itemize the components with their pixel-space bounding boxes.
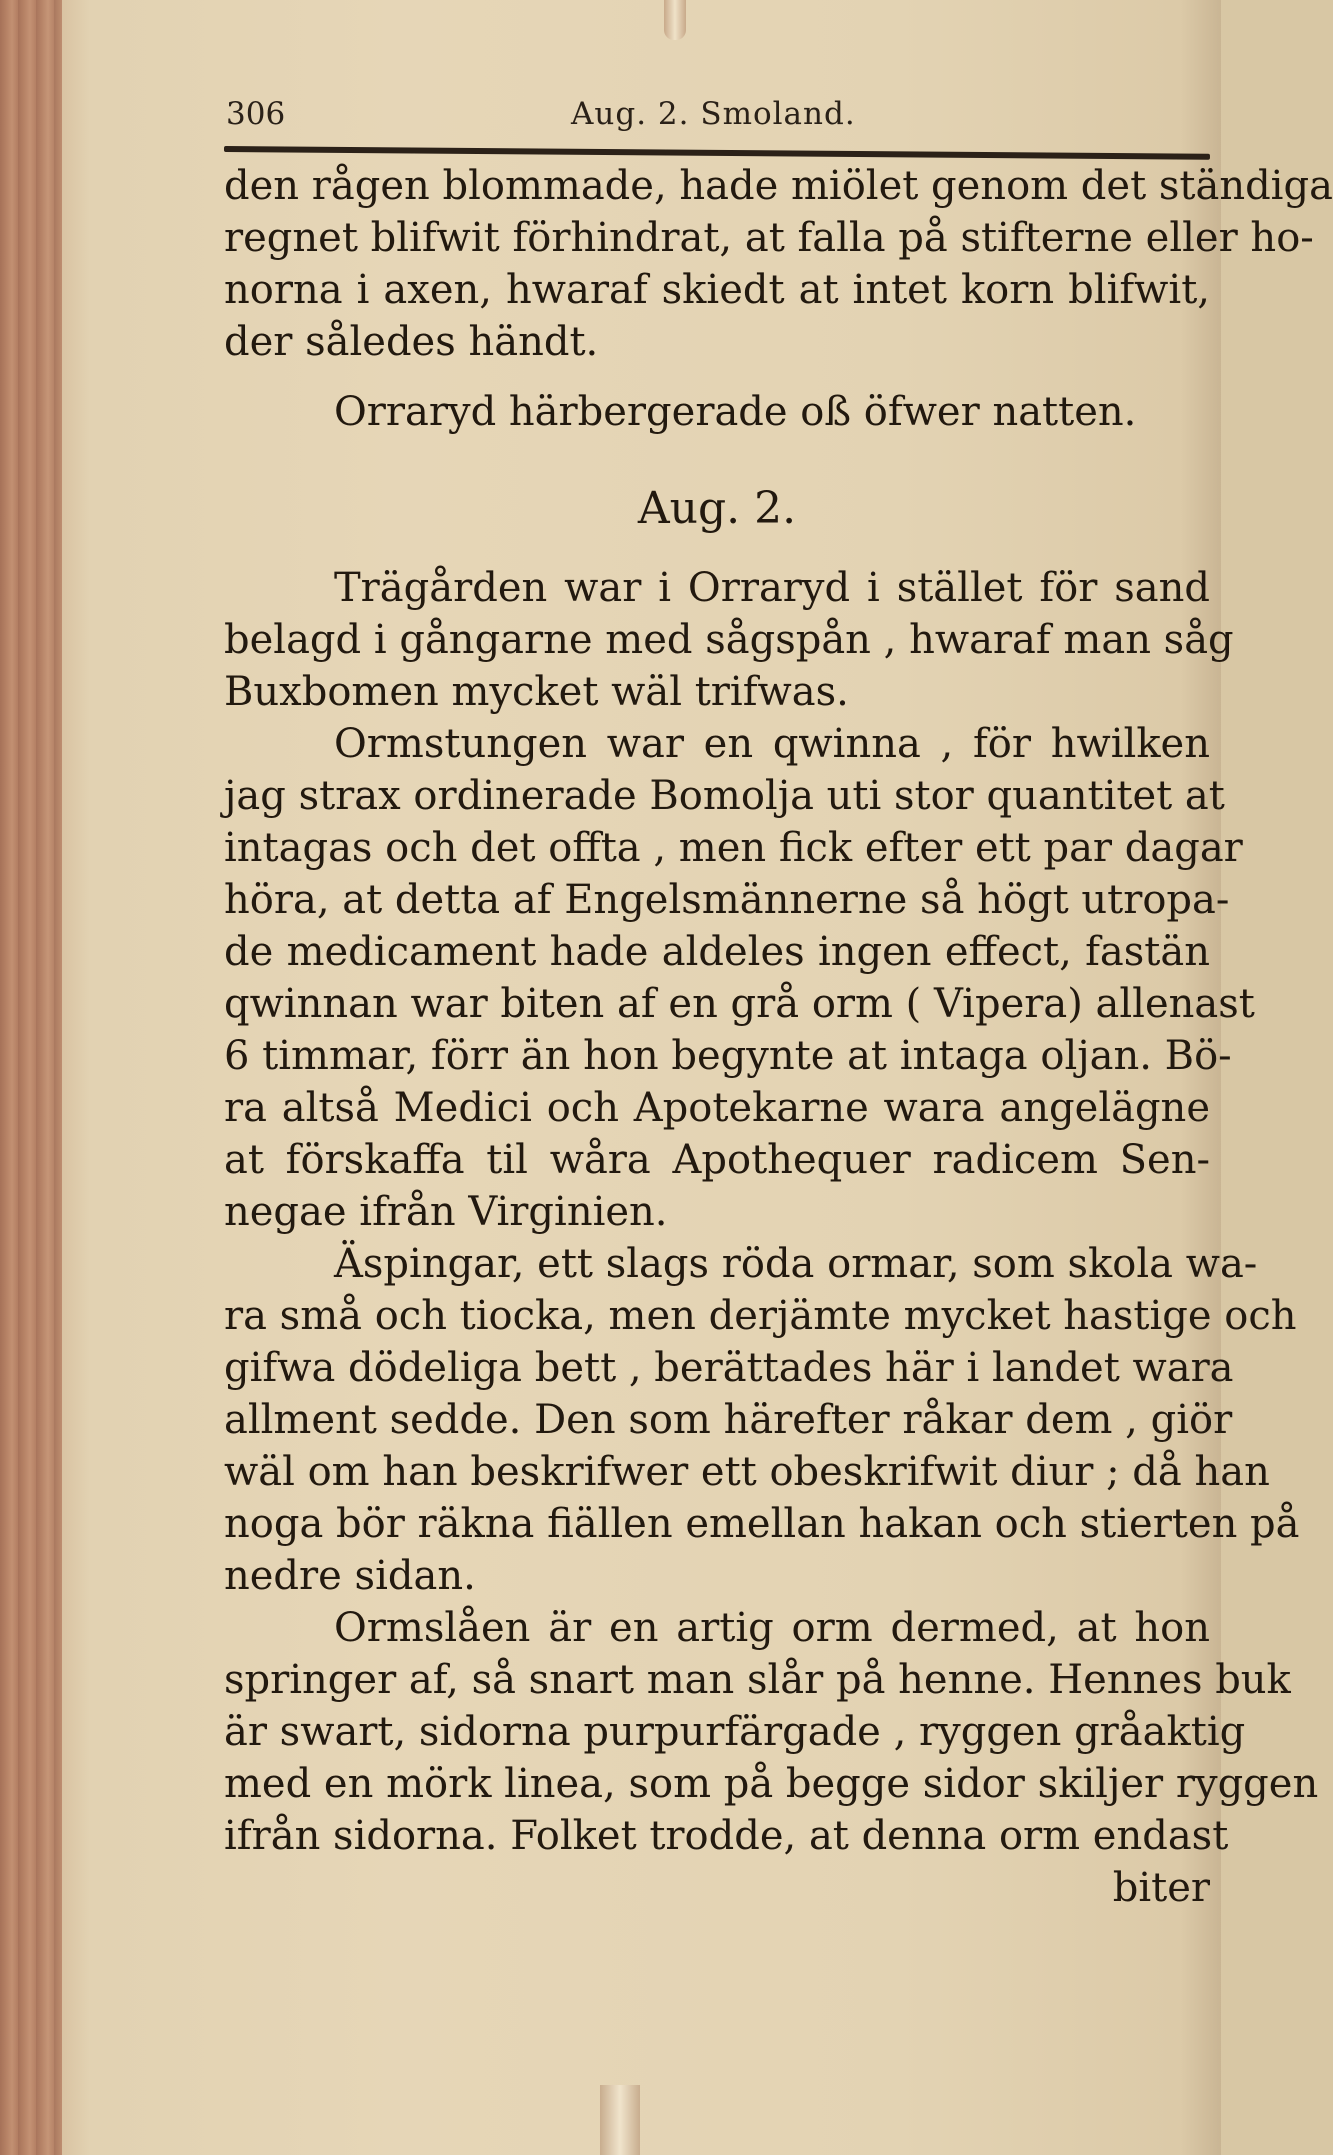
running-title: Aug. 2. Smoland. [571,96,856,132]
date-heading: Aug. 2. [637,483,797,534]
text-line: 6 timmar, förr än hon begynte at intaga oljan. Bö- [224,1033,1232,1079]
text-line: wäl om han beskrifwer ett obeskrifwit diur ; då han [224,1449,1270,1495]
text-line: qwinnan war biten af en grå orm ( Vipera) allenast [224,981,1255,1027]
text-line: ifrån sidorna. Folket trodde, at denna orm endast [224,1813,1229,1859]
text-line: noga bör räkna fiällen emellan hakan och stierten på [224,1501,1300,1547]
page-text [224,160,1333,1914]
text-line: Trägården war i Orraryd i stället för sand [334,565,1210,611]
text-line: Ormstungen war en qwinna , för hwilken [334,721,1210,767]
text-line: Ormslåen är en artig orm dermed, at hon [334,1605,1210,1651]
page-number: 306 [226,96,286,132]
text-line: jag strax ordinerade Bomolja uti stor quantitet at [224,773,1225,819]
text-line: Äspingar, ett slags röda ormar, som skola wa- [334,1241,1258,1287]
top-bookmark-tab [664,0,686,40]
text-line: negae ifrån Virginien. [224,1189,668,1235]
text-line: är swart, sidorna purpurfärgade , ryggen gråaktig [224,1709,1246,1755]
text-line: höra, at detta af Engelsmännerne så högt utropa- [224,877,1230,923]
text-line: at förskaffa til wåra Apothequer radicem Sen- [224,1137,1210,1183]
text-line: springer af, så snart man slår på henne. Hennes buk [224,1657,1291,1703]
text-line: den rågen blommade, hade miölet genom det ständiga [224,163,1333,209]
text-line: regnet blifwit förhindrat, at falla på stifterne eller ho- [224,215,1314,261]
page-header [226,96,1206,136]
catchword: biter [1112,1865,1210,1911]
header-rule [224,146,1210,160]
page-gutter [0,0,62,2155]
text-line: allment sedde. Den som härefter råkar dem , giör [224,1397,1233,1443]
text-line: med en mörk linea, som på begge sidor skiljer ryggen [224,1761,1319,1807]
text-line: ra altså Medici och Apotekarne wara angelägne [224,1085,1210,1131]
text-line: nedre sidan. [224,1553,476,1599]
text-line: gifwa dödeliga bett , berättades här i landet wara [224,1345,1234,1391]
text-line: Buxbomen mycket wäl trifwas. [224,669,849,715]
text-line: der således händt. [224,319,599,365]
text-line: norna i axen, hwaraf skiedt at intet korn blifwit, [224,267,1210,313]
text-line: belagd i gångarne med sågspån , hwaraf man såg [224,617,1234,663]
text-line: intagas och det offta , men fick efter ett par dagar [224,825,1243,871]
bottom-bookmark-tab [600,2085,640,2155]
text-line: de medicament hade aldeles ingen effect, fastän [224,929,1210,975]
text-line: ra små och tiocka, men derjämte mycket hastige och [224,1293,1297,1339]
lodging-note: Orraryd härbergerade oß öfwer natten. [334,389,1137,435]
